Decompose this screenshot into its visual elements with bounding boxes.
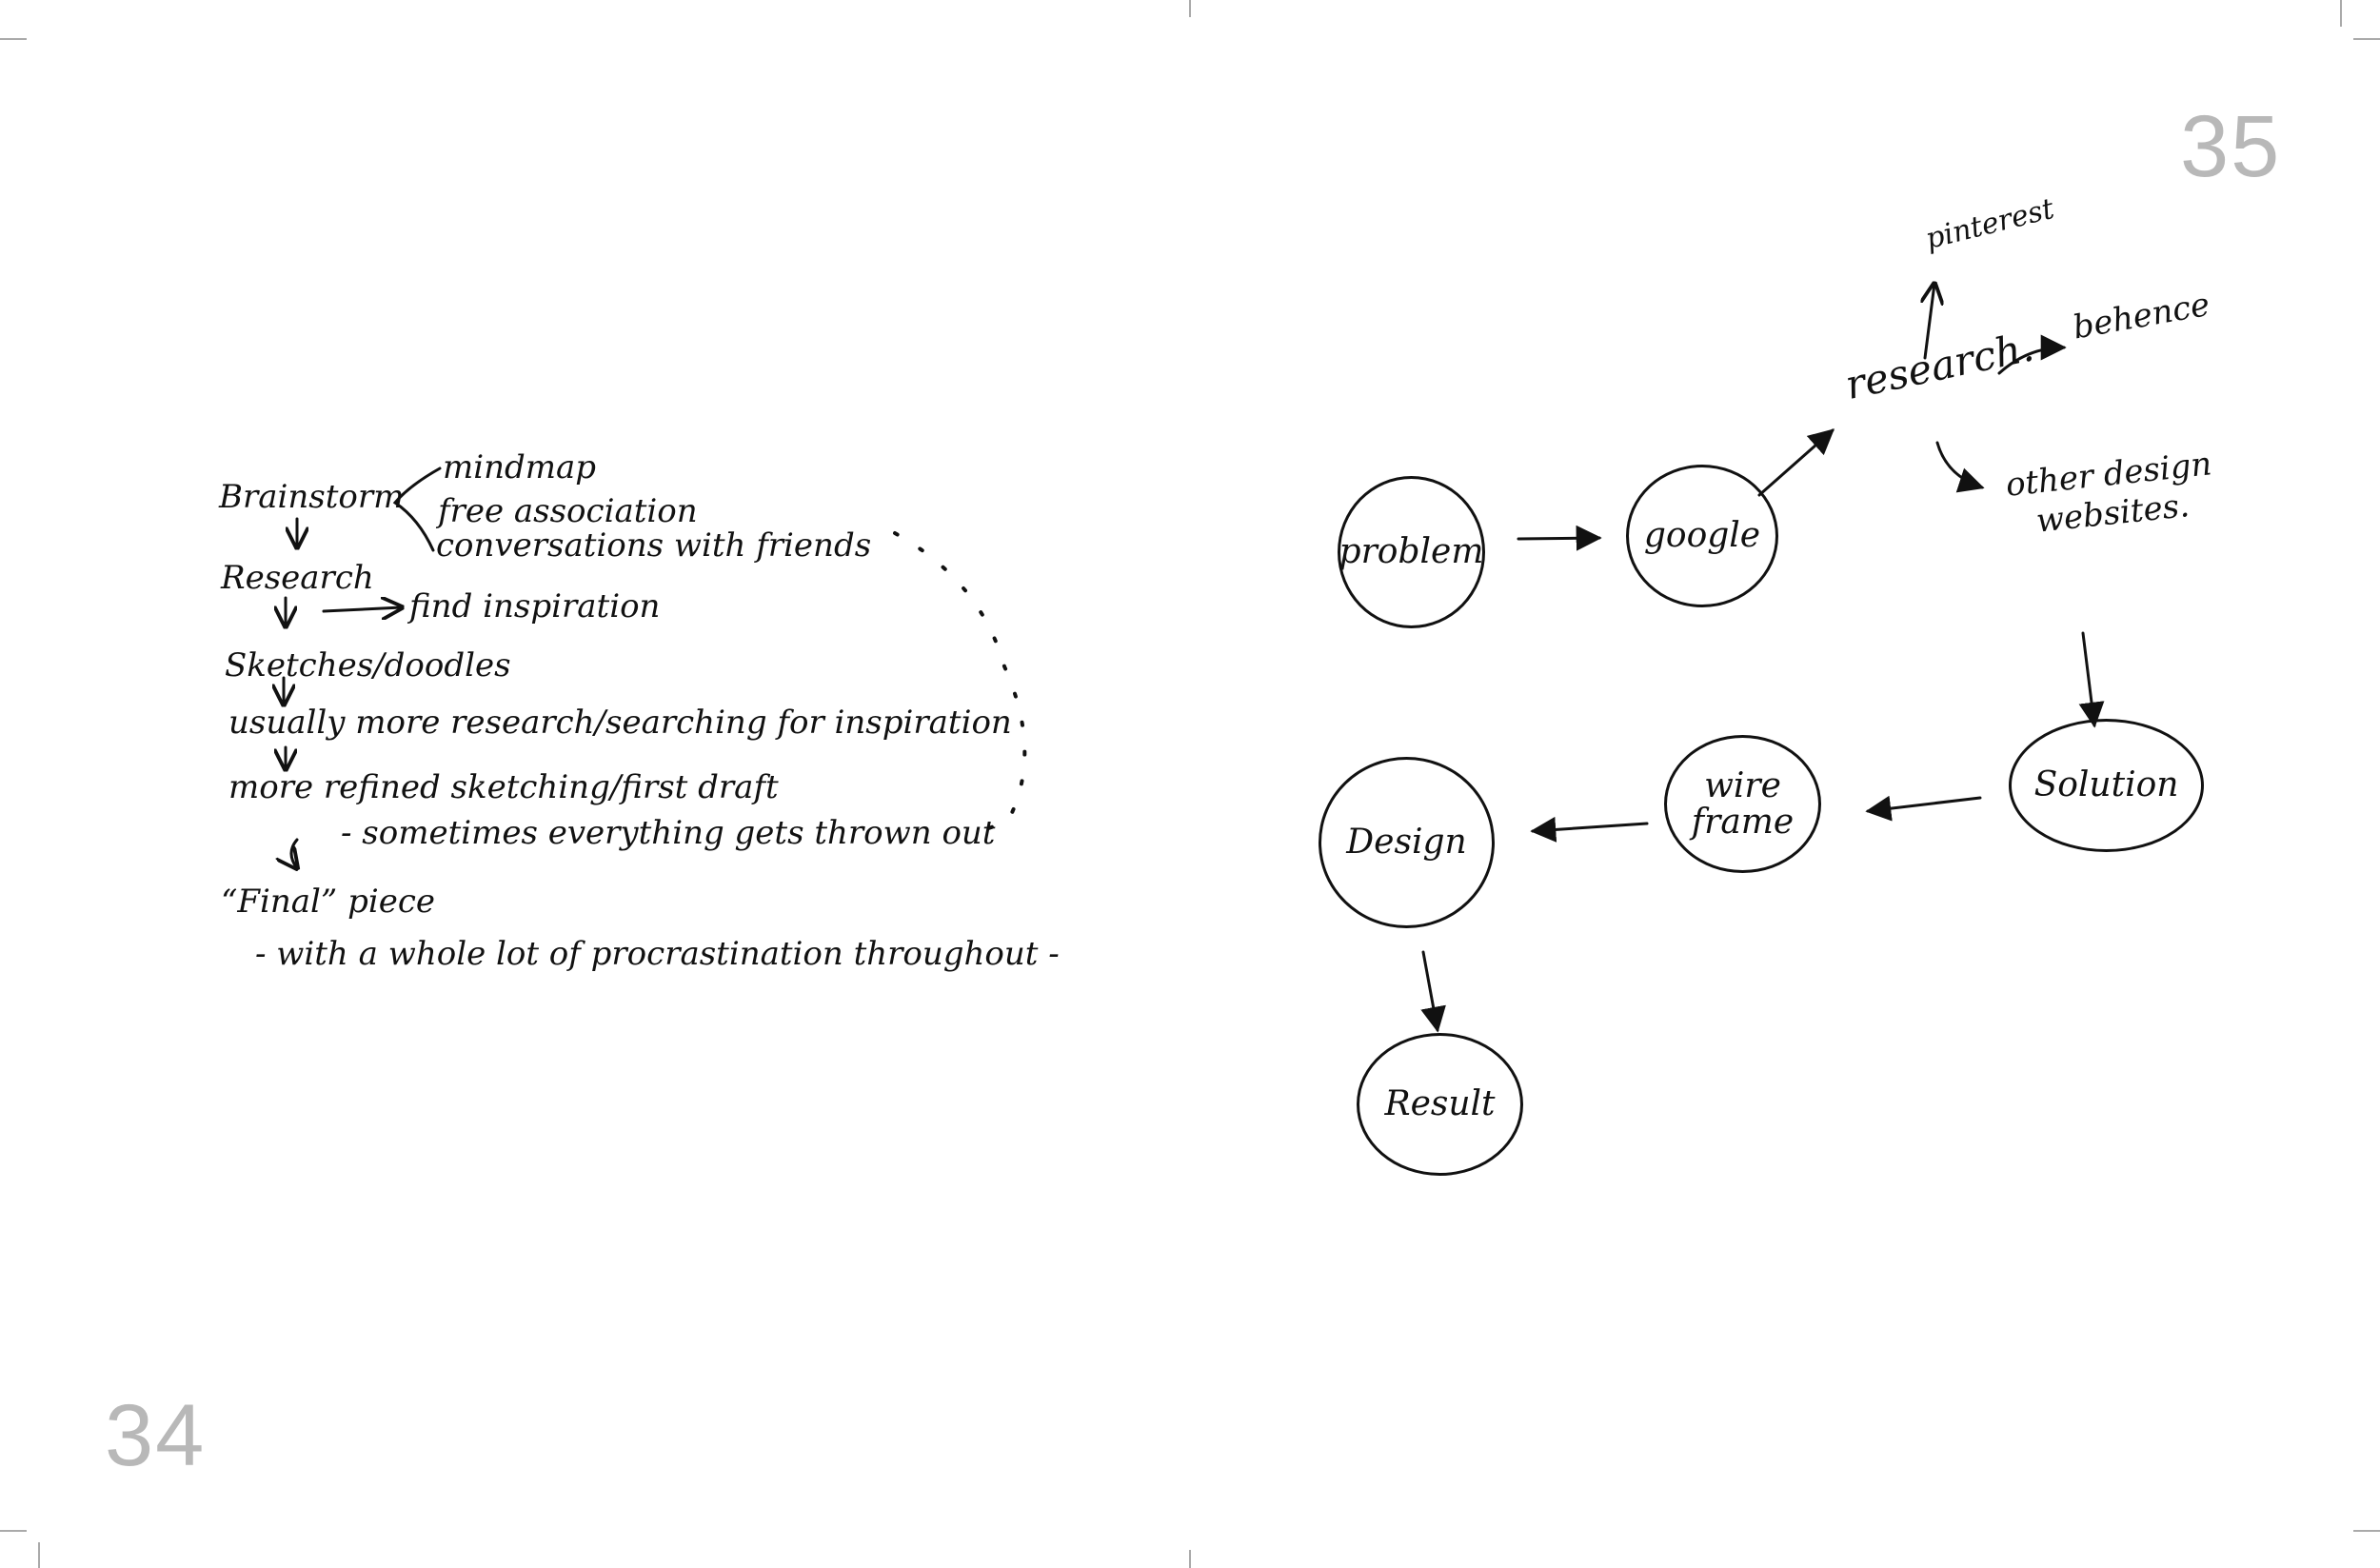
node-wireframe-label: wire frame [1691, 765, 1795, 842]
label-research: research. [1841, 323, 2038, 409]
note-refined: more refined sketching/first draft [228, 768, 779, 806]
note-final-piece: “Final” piece [221, 883, 436, 921]
note-sketches: Sketches/doodles [225, 646, 511, 685]
note-branch-mindmap: mindmap [443, 448, 597, 486]
note-find-inspiration: find inspiration [409, 587, 661, 625]
label-pinterest: pinterest [1922, 191, 2058, 257]
note-procrastination: - with a whole lot of procrastination throughout - [255, 935, 1060, 973]
page-number-right: 35 [2180, 98, 2282, 195]
node-google-label: google [1643, 516, 1761, 556]
node-design [1319, 757, 1495, 928]
label-other-design-websites: other design websites. [2004, 445, 2214, 541]
node-problem-label: problem [1339, 532, 1484, 572]
note-branch-free-association: free association [438, 492, 698, 530]
node-solution-label: Solution [2033, 765, 2179, 805]
note-brainstorm: Brainstorm [219, 478, 405, 516]
node-problem [1338, 476, 1485, 628]
page-number-left: 34 [105, 1387, 207, 1484]
note-thrown-out: - sometimes everything gets thrown out [341, 814, 996, 852]
node-wireframe [1664, 735, 1821, 873]
node-result [1357, 1033, 1523, 1176]
node-solution [2009, 719, 2204, 852]
note-branch-conversations: conversations with friends [436, 526, 872, 565]
node-result-label: Result [1384, 1084, 1496, 1124]
node-google [1626, 465, 1778, 607]
note-more-research: usually more research/searching for inspiration [228, 704, 1012, 742]
note-research: Research [221, 559, 374, 597]
label-behance: behence [2070, 285, 2213, 347]
node-design-label: Design [1346, 823, 1467, 863]
